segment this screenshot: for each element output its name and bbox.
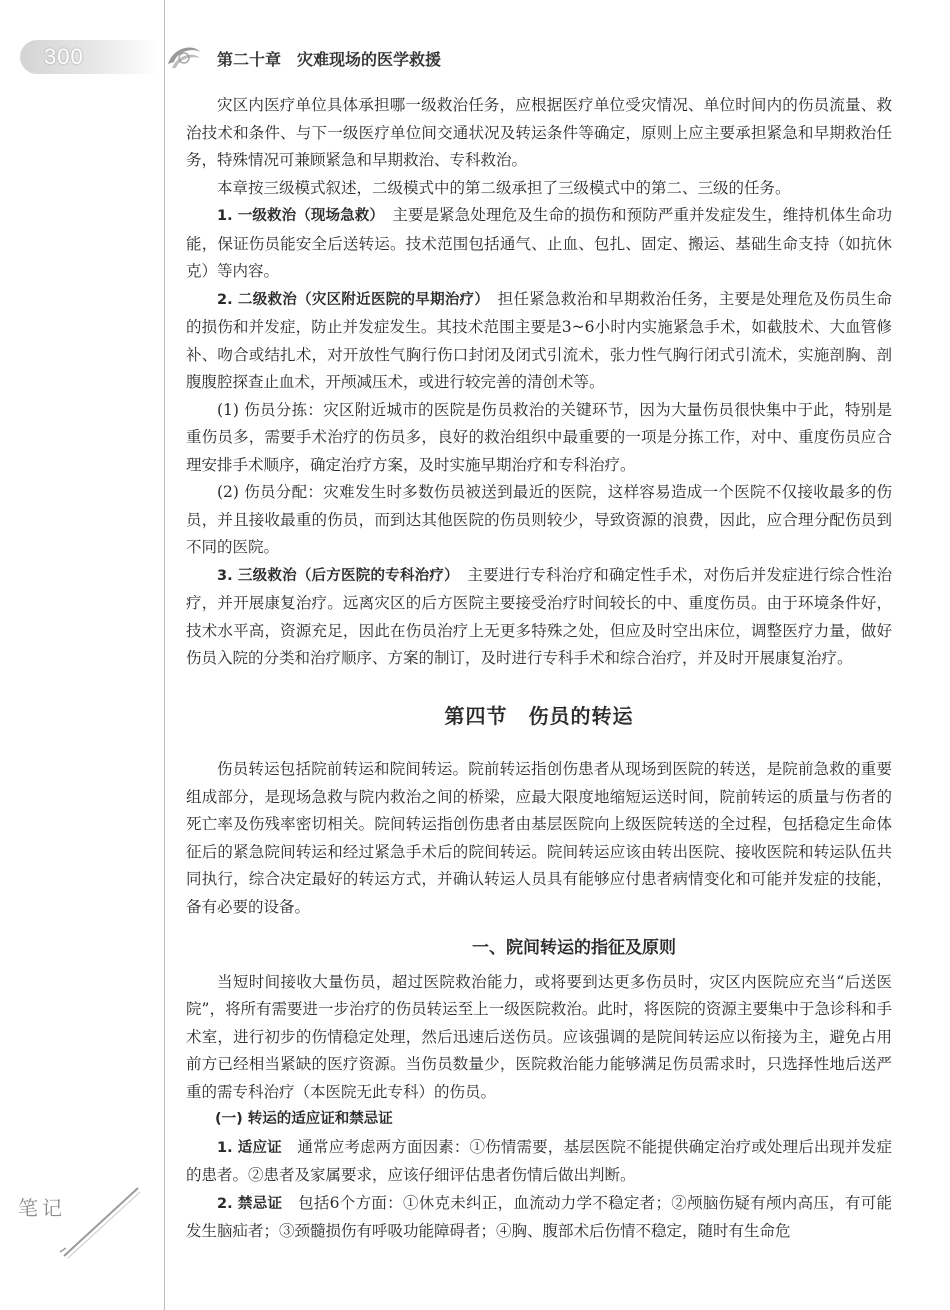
level-1-text: 主要是紧急处理危及生命的损伤和预防严重并发症发生，维持机体生命功能，保证伤员能安全后送转运。技术范围包括通气、止血、包扎、固定、搬运、基础生命支持（如抗休克）等内容。 — [186, 206, 892, 280]
level-1-heading: 1. 一级救治（现场急救） — [217, 208, 377, 224]
pen-icon — [56, 1182, 146, 1262]
indication-heading: 1. 适应证 — [217, 1139, 282, 1156]
page-number-badge — [20, 40, 160, 74]
paragraph-level-1 — [186, 202, 892, 286]
margin-rule — [164, 0, 165, 1310]
level-2-text: 担任紧急救治和早期救治任务，主要是处理危及伤员生命的损伤和并发症，防止并发症发生。其技术范围主要是3~6小时内实施紧急手术，如截肢术、大血管修补、吻合或结扎术，对开放性气胸行伤口封闭及闭式引流术，张力性气胸行闭式引流术，实施剖胸、剖腹腹腔探查止血术，开颅减压术，或进行较完善的清创术等。 — [186, 289, 892, 391]
page-body — [186, 92, 892, 1246]
paragraph-level-3 — [186, 562, 892, 673]
small-heading: (一) 转运的适应证和禁忌证 — [215, 1111, 393, 1127]
contraindication-text: 包括6个方面：①休克未纠正，血流动力学不稳定者；②颅脑伤疑有颅内高压，有可能发生脑疝者；③颈髓损伤有呼吸功能障碍者；④胸、腹部术后伤情不稳定，随时有生命危 — [186, 1193, 892, 1240]
paragraph-distribution: (2) 伤员分配：灾难发生时多数伤员被送到最近的医院，这样容易造成一个医院不仅接收最多的伤员，并且接收最重的伤员，而到达其他医院的伤员则较少，导致资源的浪费，因此，应合理分配伤员到不同的医院。 — [186, 483, 892, 556]
paragraph-contraindication — [186, 1190, 892, 1246]
page-number: 300 — [44, 44, 84, 69]
indication-text: 通常应考虑两方面因素：①伤情需要，基层医院不能提供确定治疗或处理后出现并发症的患者。②患者及家属要求，应该仔细评估患者伤情后做出判断。 — [186, 1137, 892, 1184]
paragraph: 灾区内医疗单位具体承担哪一级救治任务，应根据医疗单位受灾情况、单位时间内的伤员流量、救治技术和条件、与下一级医疗单位间交通状况及转运条件等确定，原则上应主要承担紧急和早期救治任务，特殊情况可兼顾紧急和早期救治、专科救治。 — [186, 96, 892, 169]
paragraph: 本章按三级模式叙述，二级模式中的第二级承担了三级模式中的第二、三级的任务。 — [217, 178, 791, 197]
level-3-text: 主要进行专科治疗和确定性手术，对伤后并发症进行综合性治疗，并开展康复治疗。远离灾区的后方医院主要接受治疗时间较长的中、重度伤员。由于环境条件好，技术水平高，资源充足，因此在伤员治疗上无更多特殊之处，但应及时空出床位，调整医疗力量，做好伤员入院的分类和治疗顺序、方案的制订，及时进行专科手术和综合治疗，并及时开展康复治疗。 — [186, 565, 892, 667]
contraindication-heading: 2. 禁忌证 — [217, 1195, 283, 1212]
level-3-heading: 3. 三级救治（后方医院的专科治疗） — [217, 567, 452, 584]
section-title: 第四节 伤员的转运 — [444, 703, 634, 728]
paragraph-level-2 — [186, 286, 892, 397]
chapter-swirl-icon — [164, 42, 204, 72]
level-2-heading: 2. 二级救治（灾区附近医院的早期治疗） — [217, 291, 482, 308]
subsection-heading: 一、院间转运的指征及原则 — [472, 938, 676, 958]
paragraph-triage: (1) 伤员分拣：灾区附近城市的医院是伤员救治的关键环节，因为大量伤员很快集中于此，特别是重伤员多，需要手术治疗的伤员多，良好的救治组织中最重要的一项是分拣工作，对中、重度伤员应合理安排手术顺序，确定治疗方案，及时实施早期治疗和专科治疗。 — [186, 400, 892, 474]
paragraph-transport-principle: 当短时间接收大量伤员，超过医院救治能力，或将要到达更多伤员时，灾区内医院应充当“后送医院”，将所有需要进一步治疗的伤员转运至上一级医院救治。此时，将医院的资源主要集中于急诊科和手术室，进行初步的伤情稳定处理，然后迅速后送伤员。应该强调的是院间转运应以衔接为主，避免占用前方已经相当紧缺的医疗资源。当伤员数量少，医院救治能力能够满足伤员需求时，只选择性地后送严重的需专科治疗（本医院无此专科）的伤员。 — [186, 972, 892, 1101]
chapter-title: 第二十章 灾难现场的医学救援 — [217, 50, 442, 69]
paragraph-transport-intro: 伤员转运包括院前转运和院间转运。院前转运指创伤患者从现场到医院的转送，是院前急救的重要组成部分，是现场急救与院内救治之间的桥梁，应最大限度地缩短运送时间，院前转运的质量与伤者的死亡率及伤残率密切相关。院间转运指创伤患者由基层医院向上级医院转送的全过程，包括稳定生命体征后的紧急院间转运和经过紧急手术后的院间转运。院间转运应该由转出医院、接收医院和转运队伍共同执行，综合决定最好的转运方式，并确认转运人员具有能够应付患者病情变化和可能并发症的技能，备有必要的设备。 — [186, 760, 892, 916]
paragraph-indication — [186, 1134, 892, 1190]
notes-label: 笔记 — [18, 1196, 66, 1220]
